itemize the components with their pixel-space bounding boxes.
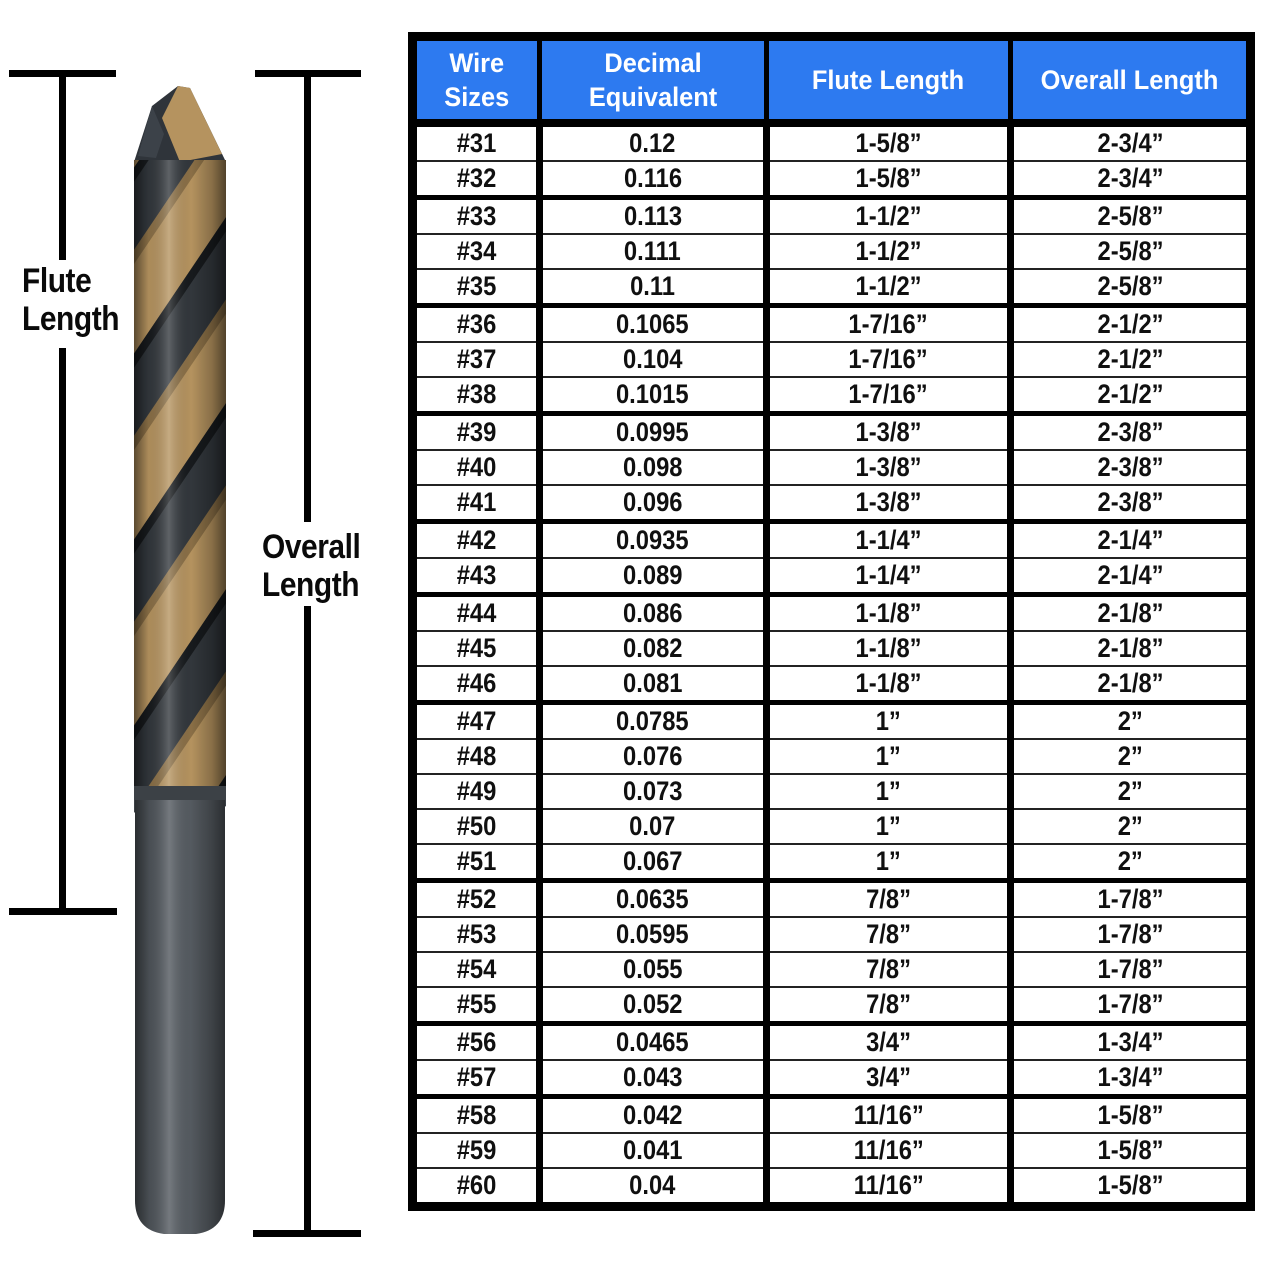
flute-length-cell: 1-5/8” (766, 123, 1011, 161)
wire-size-cell: #33 (413, 198, 540, 235)
decimal-equivalent-cell: 0.0935 (539, 522, 766, 559)
wire-size-cell: #42 (413, 522, 540, 559)
wire-size-cell: #47 (413, 703, 540, 740)
flute-length-cell: 1” (766, 774, 1011, 809)
overall-length-cell: 1-3/4” (1011, 1060, 1251, 1097)
decimal-equivalent-cell: 0.055 (539, 952, 766, 987)
flute-length-cell: 11/16” (766, 1097, 1011, 1134)
overall-length-cell: 1-7/8” (1011, 987, 1251, 1024)
table-row (413, 161, 1251, 198)
overall-length-cell: 2-5/8” (1011, 198, 1251, 235)
wire-size-cell: #39 (413, 414, 540, 451)
table-row (413, 198, 1251, 235)
table-row (413, 377, 1251, 414)
overall-length-cell: 2-1/2” (1011, 377, 1251, 414)
wire-size-cell: #31 (413, 123, 540, 161)
overall-length-cell: 2” (1011, 739, 1251, 774)
table-row (413, 917, 1251, 952)
table-row (413, 1097, 1251, 1134)
flute-length-cell: 1-3/8” (766, 414, 1011, 451)
flute-length-cell: 1” (766, 739, 1011, 774)
wire-size-cell: #53 (413, 917, 540, 952)
wire-size-cell: #41 (413, 485, 540, 522)
wire-size-cell: #35 (413, 269, 540, 306)
overall-length-cell: 2” (1011, 703, 1251, 740)
flute-length-label: Flute Length (22, 262, 120, 338)
wire-size-cell: #32 (413, 161, 540, 198)
overall-length-cell: 1-5/8” (1011, 1168, 1251, 1207)
header-overall-length: Overall Length (1011, 37, 1251, 124)
overall-length-cell: 1-7/8” (1011, 881, 1251, 918)
table-row (413, 522, 1251, 559)
decimal-equivalent-cell: 0.052 (539, 987, 766, 1024)
wire-size-cell: #43 (413, 558, 540, 595)
decimal-equivalent-cell: 0.089 (539, 558, 766, 595)
table-row (413, 844, 1251, 881)
decimal-equivalent-cell: 0.043 (539, 1060, 766, 1097)
header-decimal-equivalent: Decimal Equivalent (539, 37, 766, 124)
decimal-equivalent-cell: 0.0995 (539, 414, 766, 451)
decimal-equivalent-cell: 0.076 (539, 739, 766, 774)
overall-length-cell: 2” (1011, 809, 1251, 844)
flute-length-cell: 1-1/4” (766, 522, 1011, 559)
decimal-equivalent-cell: 0.113 (539, 198, 766, 235)
table-row (413, 234, 1251, 269)
table-row (413, 881, 1251, 918)
overall-length-cell: 2-5/8” (1011, 269, 1251, 306)
wire-size-cell: #54 (413, 952, 540, 987)
overall-length-cell: 2-3/8” (1011, 414, 1251, 451)
wire-size-cell: #58 (413, 1097, 540, 1134)
decimal-equivalent-cell: 0.04 (539, 1168, 766, 1207)
overall-length-cell: 2-1/8” (1011, 631, 1251, 666)
decimal-equivalent-cell: 0.11 (539, 269, 766, 306)
header-wire-sizes: Wire Sizes (413, 37, 540, 124)
table-row (413, 952, 1251, 987)
table-row (413, 306, 1251, 343)
wire-size-cell: #59 (413, 1133, 540, 1168)
wire-size-cell: #36 (413, 306, 540, 343)
table-row (413, 269, 1251, 306)
wire-size-cell: #44 (413, 595, 540, 632)
flute-length-cell: 1-1/8” (766, 595, 1011, 632)
table-row (413, 595, 1251, 632)
table-row (413, 774, 1251, 809)
flute-length-cell: 1-1/8” (766, 666, 1011, 703)
table-row (413, 703, 1251, 740)
wire-size-cell: #57 (413, 1060, 540, 1097)
overall-length-cell: 2-1/4” (1011, 558, 1251, 595)
decimal-equivalent-cell: 0.0635 (539, 881, 766, 918)
flute-length-cell: 7/8” (766, 952, 1011, 987)
overall-bracket-bottom-bar (253, 1230, 361, 1237)
decimal-equivalent-cell: 0.0465 (539, 1024, 766, 1061)
table-row (413, 809, 1251, 844)
overall-length-cell: 1-7/8” (1011, 952, 1251, 987)
flute-bracket-line-lower (59, 348, 66, 910)
table-row (413, 450, 1251, 485)
wire-size-cell: #55 (413, 987, 540, 1024)
table-row (413, 123, 1251, 161)
overall-length-cell: 2-1/8” (1011, 666, 1251, 703)
overall-length-cell: 2-3/8” (1011, 450, 1251, 485)
decimal-equivalent-cell: 0.116 (539, 161, 766, 198)
wire-size-cell: #37 (413, 342, 540, 377)
wire-size-cell: #48 (413, 739, 540, 774)
flute-bracket-line-upper (59, 70, 66, 260)
flute-length-cell: 1-3/8” (766, 450, 1011, 485)
decimal-equivalent-cell: 0.07 (539, 809, 766, 844)
wire-size-cell: #52 (413, 881, 540, 918)
overall-length-cell: 2” (1011, 844, 1251, 881)
decimal-equivalent-cell: 0.086 (539, 595, 766, 632)
flute-length-cell: 1-7/16” (766, 306, 1011, 343)
table-row (413, 485, 1251, 522)
wire-size-cell: #49 (413, 774, 540, 809)
header-flute-length: Flute Length (766, 37, 1011, 124)
table-row (413, 1060, 1251, 1097)
decimal-equivalent-cell: 0.1065 (539, 306, 766, 343)
flute-length-cell: 1-1/2” (766, 234, 1011, 269)
table-row (413, 342, 1251, 377)
overall-length-cell: 2-1/2” (1011, 306, 1251, 343)
flute-length-cell: 1” (766, 844, 1011, 881)
overall-length-cell: 2-3/4” (1011, 161, 1251, 198)
table-row (413, 1168, 1251, 1207)
flute-length-cell: 7/8” (766, 881, 1011, 918)
size-table-header (413, 37, 1251, 124)
table-row (413, 631, 1251, 666)
flute-length-cell: 1-1/4” (766, 558, 1011, 595)
flute-length-cell: 1-7/16” (766, 342, 1011, 377)
wire-size-cell: #56 (413, 1024, 540, 1061)
wire-size-cell: #46 (413, 666, 540, 703)
decimal-equivalent-cell: 0.096 (539, 485, 766, 522)
flute-length-cell: 1” (766, 703, 1011, 740)
flute-length-cell: 1-1/2” (766, 198, 1011, 235)
flute-length-cell: 1-1/8” (766, 631, 1011, 666)
decimal-equivalent-cell: 0.067 (539, 844, 766, 881)
table-row (413, 666, 1251, 703)
table-row (413, 1133, 1251, 1168)
overall-length-cell: 1-7/8” (1011, 917, 1251, 952)
overall-length-cell: 2” (1011, 774, 1251, 809)
overall-length-cell: 2-3/8” (1011, 485, 1251, 522)
flute-length-cell: 7/8” (766, 917, 1011, 952)
flute-length-cell: 1-1/2” (766, 269, 1011, 306)
wire-size-cell: #60 (413, 1168, 540, 1207)
flute-length-cell: 11/16” (766, 1168, 1011, 1207)
overall-length-cell: 2-1/2” (1011, 342, 1251, 377)
overall-length-label: Overall Length (262, 528, 361, 604)
drill-bit-image (130, 84, 230, 1236)
overall-bracket-line-upper (304, 70, 311, 522)
flute-length-cell: 1-5/8” (766, 161, 1011, 198)
wire-size-cell: #38 (413, 377, 540, 414)
table-row (413, 987, 1251, 1024)
overall-length-cell: 1-5/8” (1011, 1097, 1251, 1134)
flute-bracket-bottom-bar (9, 908, 117, 915)
decimal-equivalent-cell: 0.104 (539, 342, 766, 377)
decimal-equivalent-cell: 0.041 (539, 1133, 766, 1168)
decimal-equivalent-cell: 0.0785 (539, 703, 766, 740)
decimal-equivalent-cell: 0.073 (539, 774, 766, 809)
decimal-equivalent-cell: 0.042 (539, 1097, 766, 1134)
flute-length-cell: 11/16” (766, 1133, 1011, 1168)
flute-length-cell: 1-3/8” (766, 485, 1011, 522)
flute-length-cell: 1” (766, 809, 1011, 844)
decimal-equivalent-cell: 0.082 (539, 631, 766, 666)
overall-bracket-line-lower (304, 606, 311, 1233)
decimal-equivalent-cell: 0.081 (539, 666, 766, 703)
overall-length-cell: 2-3/4” (1011, 123, 1251, 161)
flute-length-cell: 3/4” (766, 1024, 1011, 1061)
flute-length-cell: 1-7/16” (766, 377, 1011, 414)
wire-size-cell: #40 (413, 450, 540, 485)
size-table-body (413, 123, 1251, 1207)
flute-length-cell: 3/4” (766, 1060, 1011, 1097)
decimal-equivalent-cell: 0.12 (539, 123, 766, 161)
wire-size-cell: #45 (413, 631, 540, 666)
overall-length-cell: 2-1/4” (1011, 522, 1251, 559)
decimal-equivalent-cell: 0.111 (539, 234, 766, 269)
overall-length-cell: 2-5/8” (1011, 234, 1251, 269)
decimal-equivalent-cell: 0.098 (539, 450, 766, 485)
table-row (413, 1024, 1251, 1061)
wire-size-cell: #50 (413, 809, 540, 844)
wire-size-cell: #34 (413, 234, 540, 269)
wire-size-table (408, 32, 1255, 1211)
table-row (413, 739, 1251, 774)
table-row (413, 558, 1251, 595)
decimal-equivalent-cell: 0.1015 (539, 377, 766, 414)
flute-length-cell: 7/8” (766, 987, 1011, 1024)
table-row (413, 414, 1251, 451)
wire-size-cell: #51 (413, 844, 540, 881)
overall-length-cell: 1-5/8” (1011, 1133, 1251, 1168)
overall-length-cell: 1-3/4” (1011, 1024, 1251, 1061)
decimal-equivalent-cell: 0.0595 (539, 917, 766, 952)
overall-length-cell: 2-1/8” (1011, 595, 1251, 632)
